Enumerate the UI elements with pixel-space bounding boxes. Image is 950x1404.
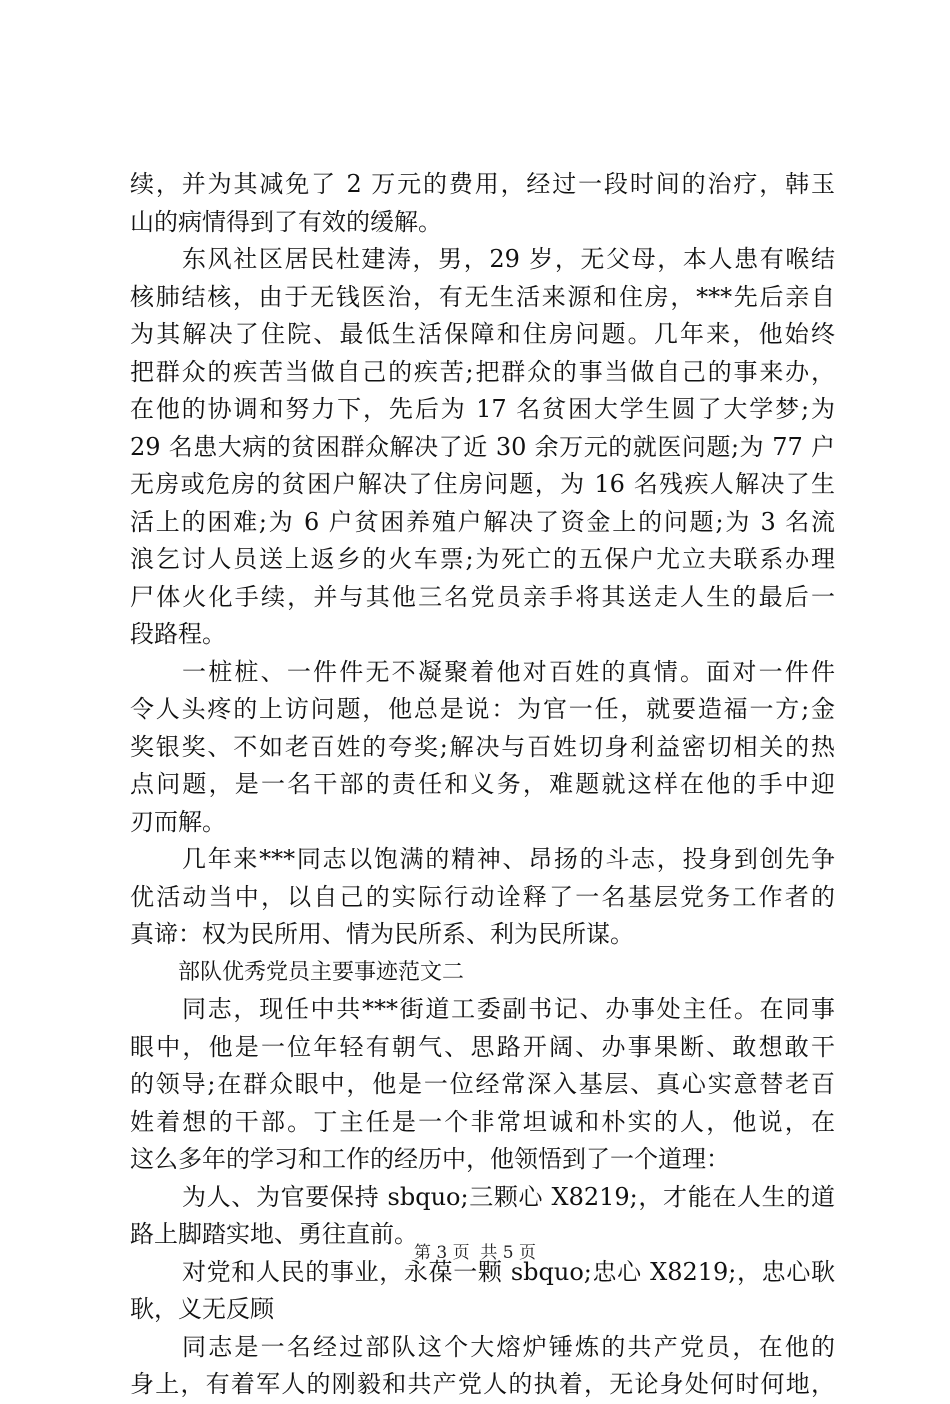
text-line: 为其解决了住院、最低生活保障和住房问题。几年来，他始终 (130, 320, 835, 348)
text-line: 点问题，是一名干部的责任和义务，难题就这样在他的手中迎 (130, 770, 835, 798)
text-line: 眼中，他是一位年轻有朝气、思路开阔、办事果断、敢想敢干 (130, 1032, 835, 1061)
text-line: 核肺结核，由于无钱医治，有无生活来源和住房，***先后亲自 (130, 282, 835, 311)
text-line: 尸体火化手续，并与其他三名党员亲手将其送走人生的最后一 (130, 582, 835, 611)
text-line: 身上，有着军人的刚毅和共产党人的执着，无论身处何时何地， (130, 1370, 835, 1398)
text-line: 令人头疼的上访问题，他总是说：为官一任，就要造福一方;金 (130, 695, 835, 723)
text-line: 活上的困难;为 6 户贫困养殖户解决了资金上的问题;为 3 名流 (130, 507, 835, 536)
text-line: 浪乞讨人员送上返乡的火车票;为死亡的五保户尤立夫联系办理 (130, 545, 835, 573)
text-line: 把群众的疾苦当做自己的疾苦;把群众的事当做自己的事来办， (130, 357, 835, 386)
text-line: 续，并为其减免了 2 万元的费用，经过一段时间的治疗，韩玉 (130, 170, 835, 198)
text-line: 山的病情得到了有效的缓解。 (130, 207, 442, 236)
text-line: 在他的协调和努力下，先后为 17 名贫困大学生圆了大学梦;为 (130, 395, 835, 423)
text-line: 几年来***同志以饱满的精神、昂扬的斗志，投身到创先争 (182, 845, 835, 873)
text-line: 优活动当中，以自己的实际行动诠释了一名基层党务工作者的 (130, 882, 835, 911)
section-heading: 部队优秀党员主要事迹范文二 (178, 959, 465, 985)
text-line: 无房或危房的贫困户解决了住房问题，为 16 名残疾人解决了生 (130, 470, 835, 498)
text-line: 东风社区居民杜建涛，男，29 岁，无父母，本人患有喉结 (182, 245, 835, 273)
text-line: 奖银奖、不如老百姓的夸奖;解决与百姓切身利益密切相关的热 (130, 732, 835, 761)
text-line: 刃而解。 (130, 807, 226, 836)
text-line: 的领导;在群众眼中，他是一位经常深入基层、真心实意替老百 (130, 1070, 835, 1098)
text-line: 路上脚踏实地、勇往直前。 (130, 1220, 418, 1248)
text-line: 为人、为官要保持 sbquo;三颗心 X8219;，才能在人生的道 (182, 1182, 835, 1211)
text-line: 同志是一名经过部队这个大熔炉锤炼的共产党员，在他的 (182, 1332, 835, 1361)
document-body (130, 166, 835, 1404)
text-line: 29 名患大病的贫困群众解决了近 30 余万元的就医问题;为 77 户 (130, 432, 835, 461)
page-number-footer: 第 3 页 共 5 页 (413, 1243, 537, 1263)
text-line: 一桩桩、一件件无不凝聚着他对百姓的真情。面对一件件 (182, 657, 835, 686)
text-line: 对党和人民的事业，永葆一颗 sbquo;忠心 X8219;，忠心耿 (182, 1257, 835, 1286)
text-line: 同志，现任中共***街道工委副书记、办事处主任。在同事 (182, 995, 835, 1023)
text-line: 这么多年的学习和工作的经历中，他领悟到了一个道理： (130, 1145, 730, 1173)
text-line: 真谛：权为民所用、情为民所系、利为民所谋。 (130, 920, 634, 948)
text-line: 耿，义无反顾 (130, 1295, 274, 1323)
text-line: 段路程。 (130, 620, 226, 648)
text-line: 姓着想的干部。丁主任是一个非常坦诚和朴实的人，他说，在 (130, 1107, 835, 1136)
